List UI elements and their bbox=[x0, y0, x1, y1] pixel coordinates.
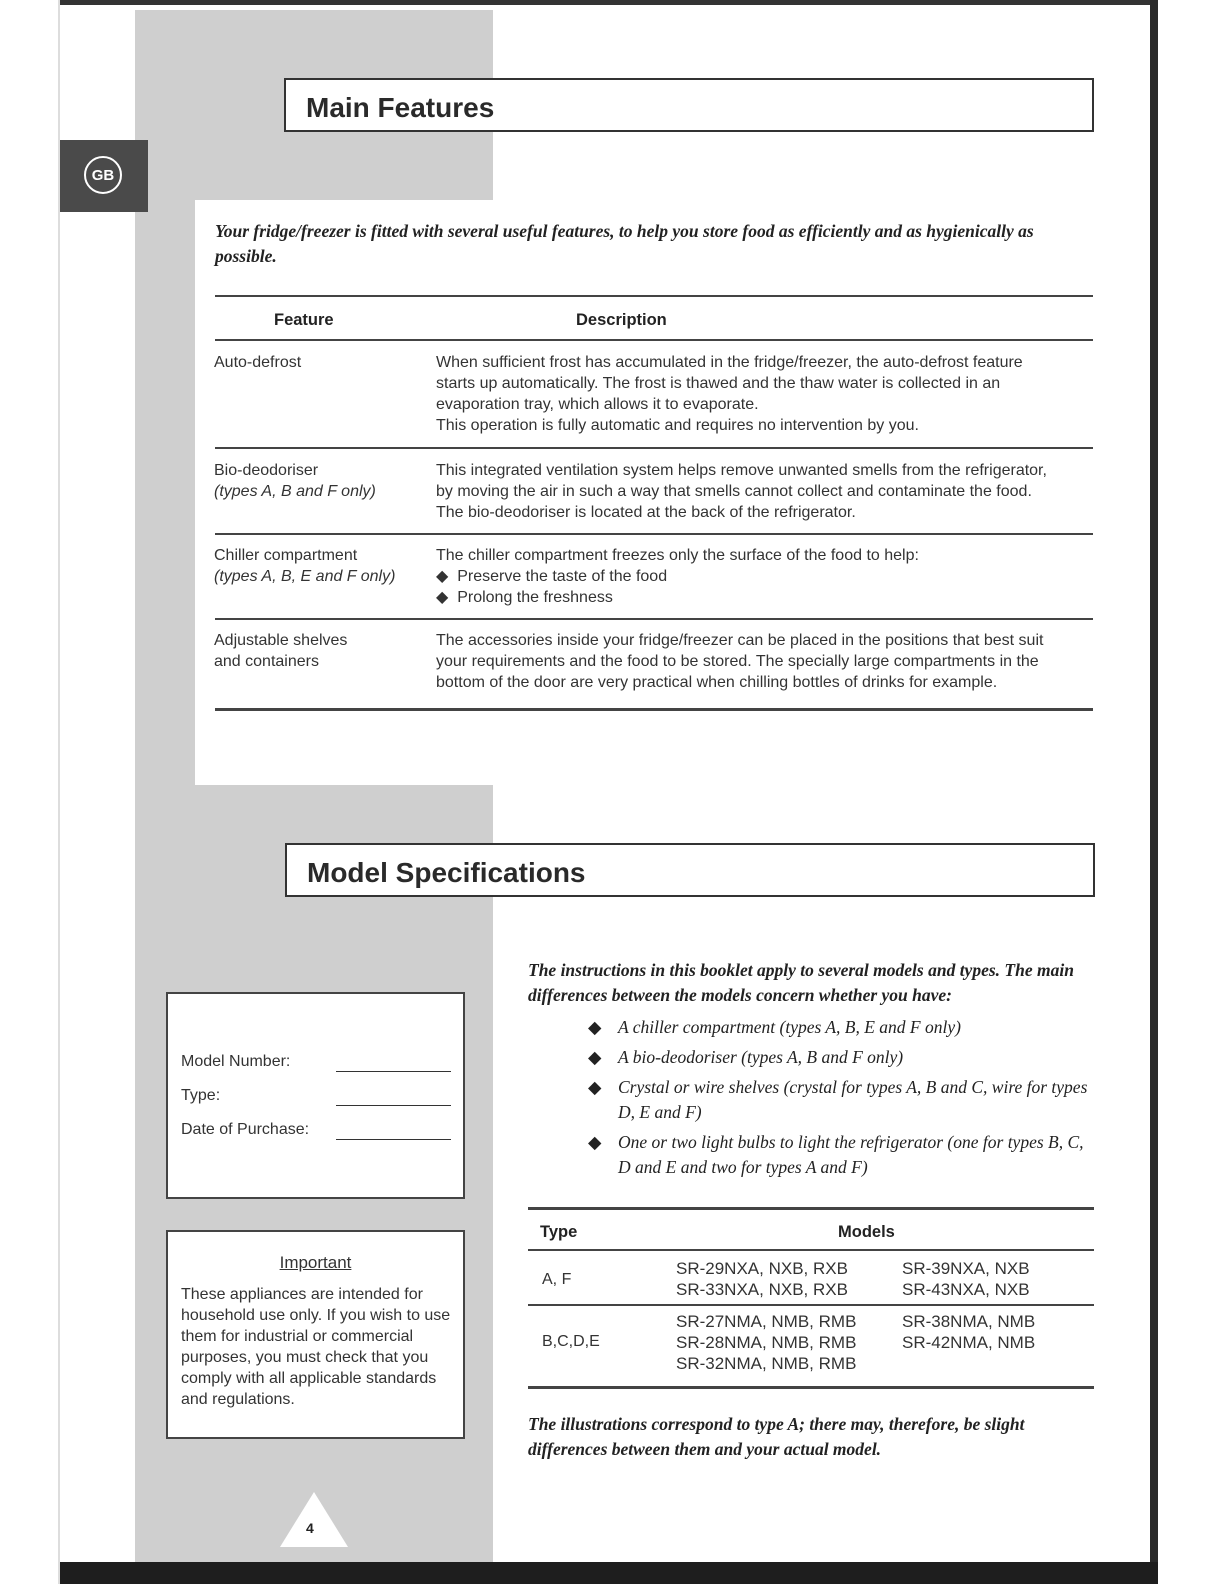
date-field[interactable] bbox=[336, 1119, 451, 1140]
feature-name-cell bbox=[214, 630, 429, 672]
bullet-text: A bio-deodoriser (types A, B and F only) bbox=[618, 1047, 904, 1067]
header-description: Description bbox=[576, 311, 667, 329]
type-cell: B,C,D,E bbox=[542, 1333, 600, 1350]
page-edge bbox=[58, 0, 60, 1584]
main-features-title: Main Features bbox=[306, 92, 495, 123]
description-line: This operation is fully automatic and requires no intervention by you. bbox=[436, 417, 919, 434]
important-text: These appliances are intended for household use only. If you wish to use them for industrial or commercial purposes, you must check that you comply with all applicable standards and regulations. bbox=[181, 1286, 451, 1408]
divider bbox=[215, 533, 1093, 535]
models-cell: SR-27NMA, NMB, RMB SR-28NMA, NMB, RMB SR-32NMA, NMB, RMB bbox=[676, 1312, 857, 1373]
feature-description bbox=[436, 352, 1096, 436]
description-line: The accessories inside your fridge/freezer can be placed in the positions that best suit bbox=[436, 632, 1044, 649]
type-cell: A, F bbox=[542, 1271, 572, 1288]
important-title: Important bbox=[279, 1253, 352, 1272]
important-box bbox=[166, 1230, 465, 1439]
page-number: 4 bbox=[306, 1520, 314, 1536]
model-number-field[interactable] bbox=[336, 1051, 451, 1072]
scan-border-top bbox=[60, 0, 1152, 5]
language-badge: GB bbox=[84, 156, 122, 194]
type-label: Type: bbox=[181, 1087, 221, 1104]
type-field[interactable] bbox=[336, 1085, 451, 1106]
models-cell: SR-39NXA, NXB SR-43NXA, NXB bbox=[902, 1259, 1030, 1299]
bullet-item: ◆ Crystal or wire shelves (crystal for types A, B and C, wire for types D, E and F) bbox=[588, 1075, 1098, 1125]
divider bbox=[215, 295, 1093, 297]
description-line: When sufficient frost has accumulated in the fridge/freezer, the auto-defrost feature bbox=[436, 354, 1023, 371]
divider bbox=[215, 447, 1093, 449]
divider bbox=[215, 339, 1093, 341]
models-cell: SR-29NXA, NXB, RXB SR-33NXA, NXB, RXB bbox=[676, 1259, 848, 1299]
feature-name: Auto-defrost bbox=[214, 354, 302, 371]
description-line: This integrated ventilation system helps remove unwanted smells from the refrigerator, bbox=[436, 462, 1047, 479]
date-label: Date of Purchase: bbox=[181, 1121, 310, 1138]
feature-name-cell bbox=[214, 545, 429, 587]
description-line: The chiller compartment freezes only the surface of the food to help: bbox=[436, 547, 919, 564]
description-line: ◆ Prolong the freshness bbox=[436, 589, 613, 606]
models-cell: SR-38NMA, NMB SR-42NMA, NMB bbox=[902, 1312, 1036, 1352]
feature-name: Chiller compartment bbox=[214, 547, 358, 564]
feature-description bbox=[436, 630, 1096, 693]
header-models: Models bbox=[838, 1223, 895, 1241]
scan-border-bottom bbox=[60, 1562, 1158, 1584]
feature-note: (types A, B and F only) bbox=[214, 483, 376, 500]
bullet-item: ◆ One or two light bulbs to light the refrigerator (one for types B, C, D and E and two for types A and F) bbox=[588, 1130, 1098, 1180]
model-specs-title: Model Specifications bbox=[307, 857, 586, 888]
model-number-label: Model Number: bbox=[181, 1053, 291, 1070]
divider bbox=[215, 708, 1093, 711]
divider bbox=[528, 1304, 1094, 1306]
feature-name: Adjustable shelves bbox=[214, 632, 348, 649]
scan-border-right bbox=[1150, 0, 1158, 1584]
page-number-marker bbox=[280, 1492, 348, 1547]
header-feature: Feature bbox=[274, 311, 334, 329]
divider bbox=[528, 1207, 1094, 1210]
feature-description bbox=[436, 460, 1096, 523]
divider bbox=[528, 1249, 1094, 1251]
header-type: Type bbox=[540, 1223, 578, 1241]
feature-note: (types A, B, E and F only) bbox=[214, 568, 396, 585]
purchase-record-box bbox=[166, 992, 465, 1199]
description-line: evaporation tray, which allows it to evaporate. bbox=[436, 396, 759, 413]
feature-name-cell bbox=[214, 352, 429, 373]
features-intro: Your fridge/freezer is fitted with several useful features, to help you store food as efficiently and as hygienically as possible. bbox=[215, 221, 1034, 266]
description-line: starts up automatically. The frost is thawed and the thaw water is collected in an bbox=[436, 375, 1001, 392]
main-features-title-box bbox=[284, 78, 1094, 132]
bullet-item: ◆ A bio-deodoriser (types A, B and F only) bbox=[588, 1045, 1098, 1070]
feature-description bbox=[436, 545, 1096, 608]
specs-footer: The illustrations correspond to type A; there may, therefore, be slight differences between them and your actual model. bbox=[528, 1414, 1025, 1459]
description-line: ◆ Preserve the taste of the food bbox=[436, 568, 668, 585]
bullet-text: One or two light bulbs to light the refrigerator (one for types B, C, D and E and two for types A and F) bbox=[618, 1132, 1084, 1177]
description-line: The bio-deodoriser is located at the back of the refrigerator. bbox=[436, 504, 856, 521]
feature-name-cell bbox=[214, 460, 429, 502]
description-line: by moving the air in such a way that smells cannot collect and contaminate the food. bbox=[436, 483, 1032, 500]
feature-note: and containers bbox=[214, 653, 319, 670]
specs-bullets bbox=[588, 1015, 1098, 1180]
bullet-text: Crystal or wire shelves (crystal for types A, B and C, wire for types D, E and F) bbox=[618, 1077, 1088, 1122]
divider bbox=[528, 1386, 1094, 1389]
bullet-text: A chiller compartment (types A, B, E and F only) bbox=[618, 1017, 961, 1037]
feature-name: Bio-deodoriser bbox=[214, 462, 319, 479]
description-line: bottom of the door are very practical when chilling bottles of drinks for example. bbox=[436, 674, 998, 691]
specs-intro: The instructions in this booklet apply to several models and types. The main differences between the models concern whether you have: bbox=[528, 960, 1074, 1005]
description-line: your requirements and the food to be stored. The specially large compartments in the bbox=[436, 653, 1039, 670]
model-specs-title-box bbox=[285, 843, 1095, 897]
divider bbox=[215, 618, 1093, 620]
bullet-item: ◆ A chiller compartment (types A, B, E and F only) bbox=[588, 1015, 1098, 1040]
